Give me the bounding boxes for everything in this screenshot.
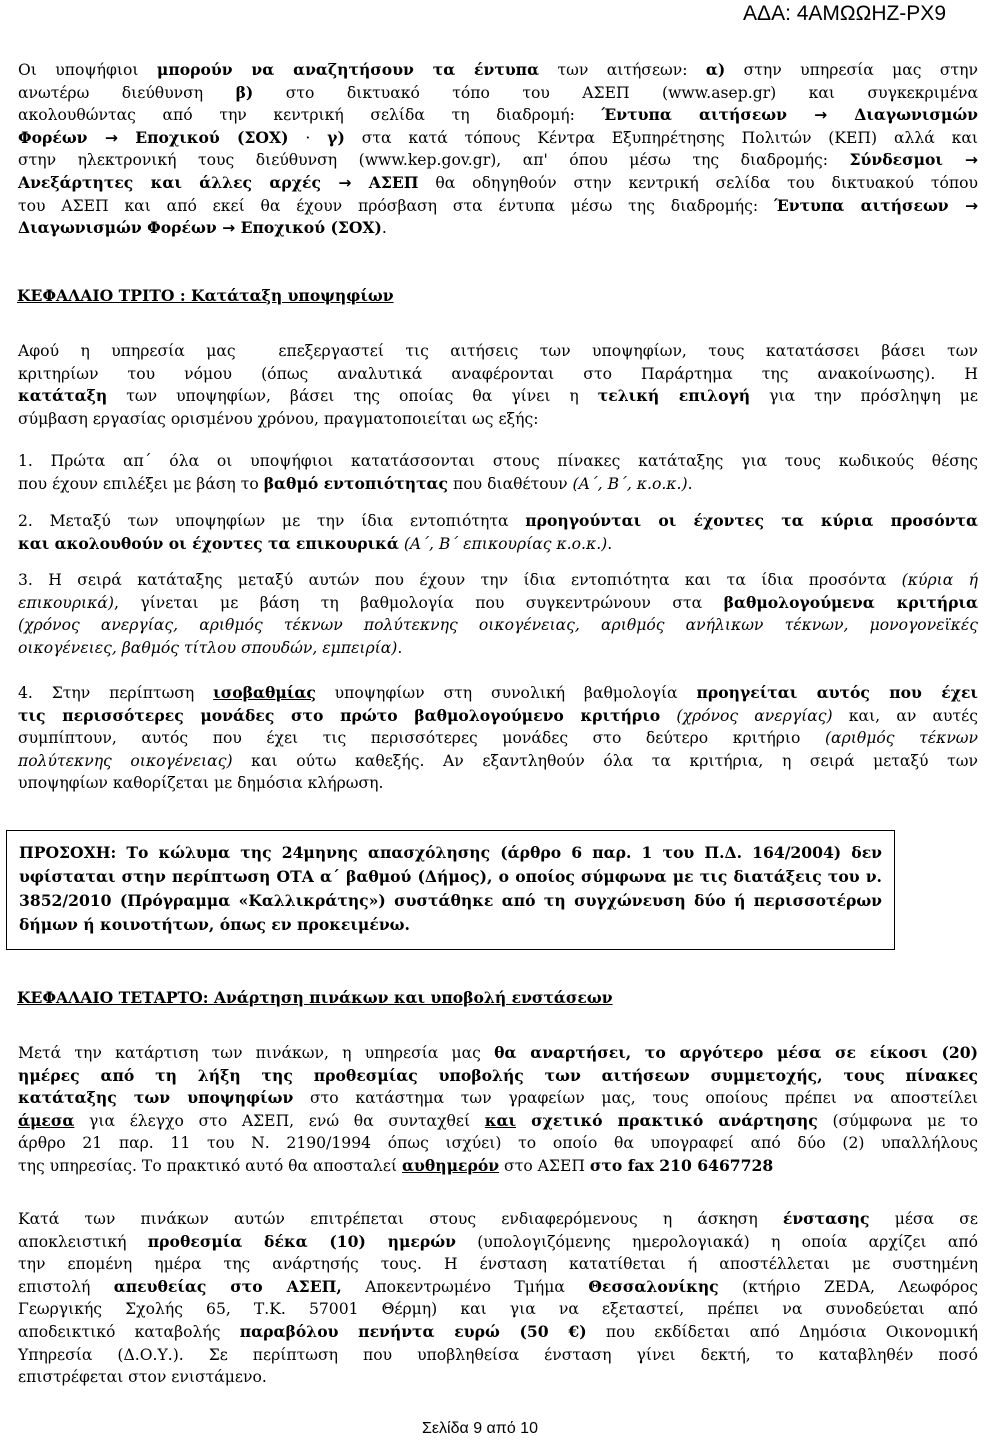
warning-line: ΠΡΟΣΟΧΗ: Το κώλυμα της 24μηνης απασχόλησης (άρθρο 6 παρ. 1 του Π.Δ. 164/2004) δεν [19,843,882,862]
warning-line: υφίσταται στην περίπτωση ΟΤΑ α΄ βαθμού (Δήμος), ο οποίος σύμφωνα με τις διατάξεις του ν. [19,867,882,886]
ranking-rule-2: 2. Μεταξύ των υποψηφίων με την ίδια εντοπιότητα προηγούνται οι έχοντες τα κύρια προσόντα και ακολουθούν οι έχοντες τα επικουρικά (Α΄, Β΄ επικουρίας κ.ο.κ.). [18,511,978,553]
paragraph-objections: Κατά των πινάκων αυτών επιτρέπεται στους ενδιαφερόμενους η άσκηση ένστασης μέσα σε αποκλειστική προθεσμία δέκα (10) ημερών (υπολογιζόμενης ημερολογιακά) η οποία αρχίζει από την επομένη ημέρα της ανάρτησής τους. Η ένσταση κατατίθεται ή αποστέλλεται με συστημένη επιστολή απευθείας στο ΑΣΕΠ, Αποκεντρωμένο Τμήμα Θεσσαλονίκης (κτήριο ZEDA, Λεωφόρος Γεωργικής Σχολής 65, Τ.Κ. 57001 Θέρμη) και για να εξεταστεί, πρέπει να συνοδεύεται από αποδεικτικό καταβολής παραβόλου πενήντα ευρώ (50 €) που εκδίδεται από Δημόσια Οικονομική Υπηρεσία (Δ.Ο.Υ.). Σε περίπτωση που υποβληθείσα ένσταση γίνει δεκτή, το καταβληθέν ποσό επιστρέφεται στον ενιστάμενο. [18,1209,979,1387]
chapter3-heading: ΚΕΦΑΛΑΙΟ ΤΡΙΤΟ : Κατάταξη υποψηφίων [17,286,394,305]
ranking-rule-1: 1. Πρώτα απ΄ όλα οι υποψήφιοι κατατάσσονται στους πίνακες κατάταξης για τους κωδικούς θέσης που έχουν επιλέξει με βάση το βαθμό εντοπιότητας που διαθέτουν (Α΄, Β΄, κ.ο.κ.). [18,452,978,493]
warning-line: 3852/2010 (Πρόγραμμα «Καλλικράτης») συστάθηκε από τη συγχώνευση δύο ή περισσοτέρων [19,891,882,910]
ranking-rule-3: 3. Η σειρά κατάταξης μεταξύ αυτών που έχουν την ίδια εντοπιότητα και τα ίδια προσόντα (κύρια ή επικουρικά), γίνεται με βάση τη βαθμολογία που συγκεντρώνουν στα βαθμολογούμενα κριτήρια (χρόνος ανεργίας, αριθμός τέκνων πολύτεκνης οικογένειας, αριθμός ανήλικων τέκνων, μονογονεϊκές οικογένειες, βαθμός τίτλου σπουδών, εμπειρία). [18,571,978,657]
warning-line: δήμων ή κοινοτήτων, όπως εν προκειμένω. [19,915,410,934]
ranking-rule-4: 4. Στην περίπτωση ισοβαθμίας υποψηφίων στη συνολική βαθμολογία προηγείται αυτός που έχει τις περισσότερες μονάδες στο πρώτο βαθμολογούμενο κριτήριο (χρόνος ανεργίας) και, αν αυτές συμπίπτουν, αυτός που έχει τις περισσότερες μονάδες στο δεύτερο κριτήριο (αριθμός τέκνων πολύτεκνης οικογένειας) και ούτω καθεξής. Αν εξαντληθούν όλα τα κριτήρια, η σειρά μεταξύ των υποψηφίων καθορίζεται με δημόσια κλήρωση. [18,683,978,793]
chapter4-heading: ΚΕΦΑΛΑΙΟ ΤΕΤΑΡΤΟ: Ανάρτηση πινάκων και υποβολή ενστάσεων [17,988,613,1007]
paragraph-tables-posting: Μετά την κατάρτιση των πινάκων, η υπηρεσία μας θα αναρτήσει, το αργότερο μέσα σε είκοσι (20) ημέρες από τη λήξη της προθεσμίας υποβολής των αιτήσεων συμμετοχής, τους πίνακες κατάταξης των υποψηφίων στο κατάστημα των γραφείων μας, τους οποίους πρέπει να αποστείλει άμεσα για έλεγχο στο ΑΣΕΠ, ενώ θα συνταχθεί και σχετικό πρακτικό ανάρτησης (σύμφωνα με το άρθρο 21 παρ. 11 του Ν. 2190/1994 όπως ισχύει) το οποίο θα υπογραφεί από δύο (2) υπαλλήλους της υπηρεσίας. Το πρακτικό αυτό θα αποσταλεί αυθημερόν στο ΑΣΕΠ στο fax 210 6467728 [18,1043,979,1175]
page-number: Σελίδα 9 από 10 [422,1420,538,1437]
paragraph-ranking-intro: Αφού η υπηρεσία μας επεξεργαστεί τις αιτήσεις των υποψηφίων, τους κατατάσσει βάσει των κριτηρίων του νόμου (όπως αναλυτικά αναφέρονται στο Παράρτημα της ανακοίνωσης). Η κατάταξη των υποψηφίων, βάσει της οποίας θα γίνει η τελική επιλογή για την πρόσληψη με σύμβαση εργασίας ορισμένου χρόνου, πραγματοποιείται ως εξής: [18,342,979,428]
ada-code: ΑΔΑ: 4ΑΜΩΩΗΖ-ΡΧ9 [743,2,946,25]
warning-box [6,830,895,950]
paragraph-forms-search: Οι υποψήφιοι μπορούν να αναζητήσουν τα έντυπα των αιτήσεων: α) στην υπηρεσία μας στην ανωτέρω διεύθυνση β) στο δικτυακό τόπο του ΑΣΕΠ (www.asep.gr) και συγκεκριμένα ακολουθώντας από την κεντρική σελίδα τη διαδρομή: Έντυπα αιτήσεων → Διαγωνισμών Φορέων → Εποχικού (ΣΟΧ) · γ) στα κατά τόπους Κέντρα Εξυπηρέτησης Πολιτών (ΚΕΠ) αλλά και στην ηλεκτρονική τους διεύθυνση (www.kep.gov.gr), απ' όπου μέσω της διαδρομής: Σύνδεσμοι → Ανεξάρτητες και άλλες αρχές → ΑΣΕΠ θα οδηγηθούν στην κεντρική σελίδα του δικτυακού τόπου του ΑΣΕΠ και από εκεί θα έχουν πρόσβαση στα έντυπα μέσω της διαδρομής: Έντυπα αιτήσεων → Διαγωνισμών Φορέων → Εποχικού (ΣΟΧ). [18,60,979,238]
